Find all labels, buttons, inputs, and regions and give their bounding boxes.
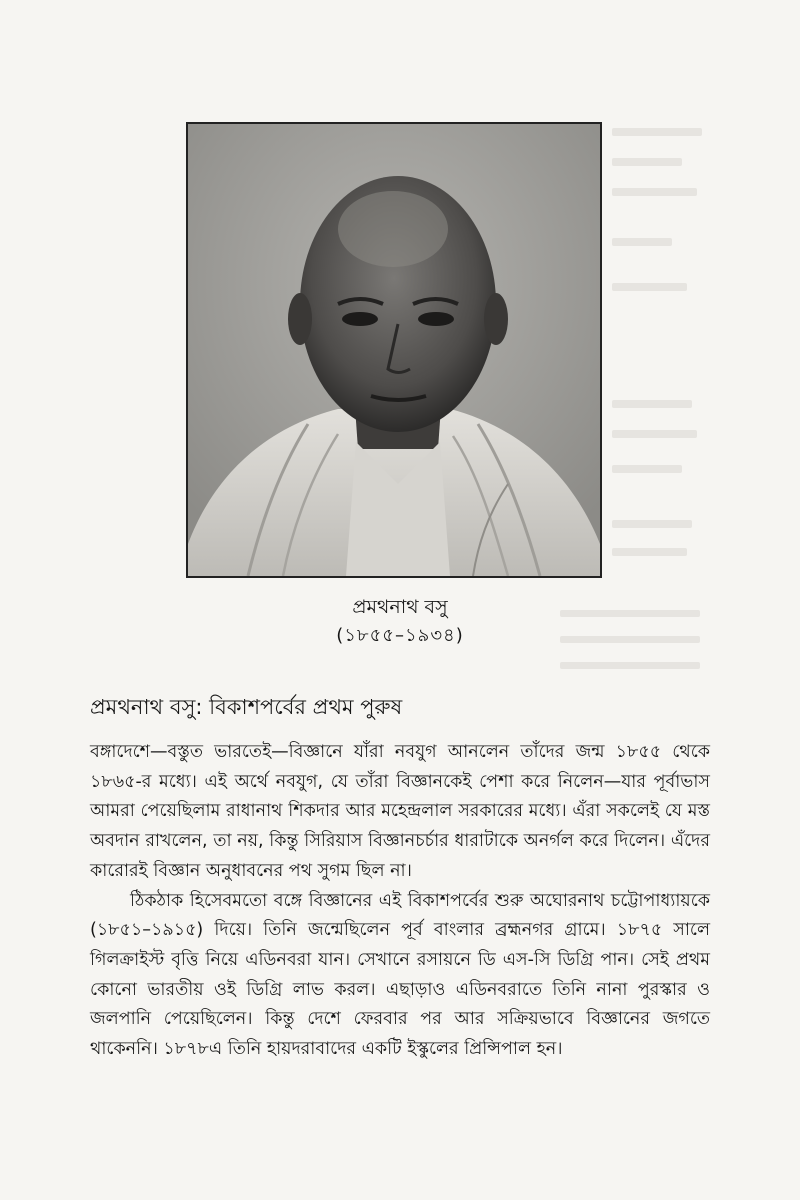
- section-heading: প্রমথনাথ বসু: বিকাশপর্বের প্রথম পুরুষ: [90, 695, 403, 719]
- show-through-mark: [612, 128, 702, 136]
- show-through-mark: [612, 548, 687, 556]
- show-through-mark: [560, 662, 700, 669]
- show-through-mark: [612, 430, 697, 438]
- photo-caption-years: (১৮৫৫–১৯৩৪): [336, 625, 464, 646]
- show-through-mark: [612, 520, 692, 528]
- body-text: [90, 738, 710, 1065]
- show-through-mark: [612, 283, 687, 291]
- show-through-mark: [612, 238, 672, 246]
- photo-caption-name: প্রমথনাথ বসু: [352, 596, 448, 618]
- portrait-illustration: [188, 124, 600, 576]
- paragraph: বঙ্গাদেশে—বস্তুত ভারতেই—বিজ্ঞানে যাঁরা নবযুগ আনলেন তাঁদের জন্ম ১৮৫৫ থেকে ১৮৬৫-র মধ্যে। এই অর্থে নবযুগ, যে তাঁরা বিজ্ঞানকেই পেশা করে নিলেন—যার পূর্বাভাস আমরা পেয়েছিলাম রাধানাথ শিকদার আর মহেন্দ্রলাল সরকারের মধ্যে। এঁরা সকলেই যে মস্ত অবদান রাখলেন, তা নয়, কিন্তু সিরিয়াস বিজ্ঞানচর্চার ধারাটাকে অনর্গল করে দিলেন। এঁদের কারোরই বিজ্ঞান অনুধাবনের পথ সুগম ছিল না।: [90, 742, 710, 881]
- portrait-photo: [186, 122, 602, 578]
- show-through-mark: [612, 188, 697, 196]
- paragraph: ঠিকঠাক হিসেবমতো বঙ্গে বিজ্ঞানের এই বিকাশপর্বের শুরু অঘোরনাথ চট্টোপাধ্যায়কে (১৮৫১–১৯১৫) দিয়ে। তিনি জন্মেছিলেন পূর্ব বাংলার ব্রহ্মনগর গ্রামে। ১৮৭৫ সালে গিলক্রাইস্ট বৃত্তি নিয়ে এডিনবরা যান। সেখানে রসায়নে ডি এস-সি ডিগ্রি পান। সেই প্রথম কোনো ভারতীয় ওই ডিগ্রি লাভ করল। এছাড়াও এডিনবরাতে তিনি নানা পুরস্কার ও জলপানি পেয়েছিলেন। কিন্তু দেশে ফেরবার পর আর সক্রিয়ভাবে বিজ্ঞানের জগতে থাকেননি। ১৮৭৮এ তিনি হায়দরাবাদের একটি ইস্কুলের প্রিন্সিপাল হন।: [90, 890, 710, 1060]
- show-through-mark: [612, 465, 682, 473]
- show-through-mark: [612, 158, 682, 166]
- show-through-mark: [612, 400, 692, 408]
